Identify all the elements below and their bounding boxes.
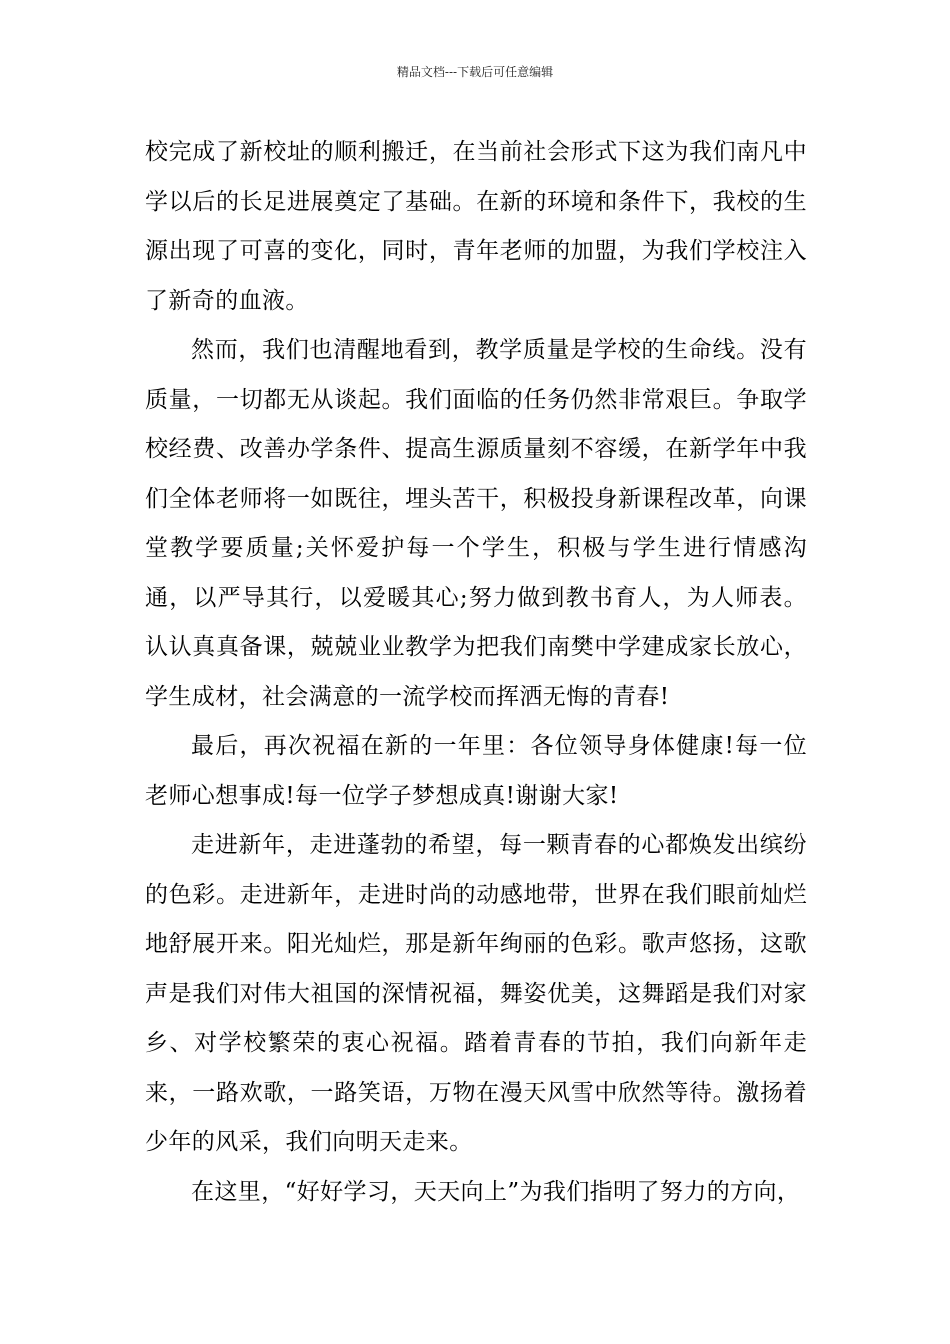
paragraph: 在这里，“好好学习，天天向上”为我们指明了努力的方向， (191, 1178, 801, 1205)
document-body (145, 128, 807, 1217)
paragraph-continuation: 校完成了新校址的顺利搬迁，在当前社会形式下这为我们南凡中学以后的长足进展奠定了基础。在新的环境和条件下，我校的生源出现了可喜的变化，同时，青年老师的加盟，为我们学校注入了新奇的血液。 (145, 139, 807, 314)
page-header: 精品文档---下载后可任意编辑 (396, 65, 554, 79)
paragraph: 然而，我们也清醒地看到，教学质量是学校的生命线。没有质量，一切都无从谈起。我们面临的任务仍然非常艰巨。争取学校经费、改善办学条件、提高生源质量刻不容缓，在新学年中我们全体老师将一如既往，埋头苦干，积极投身新课程改革，向课堂教学要质量;关怀爱护每一个学生，积极与学生进行情感沟通，以严导其行，以爱暖其心;努力做到教书育人，为人师表。认认真真备课，兢兢业业教学为把我们南樊中学建成家长放心，学生成材，社会满意的一流学校而挥洒无悔的青春! (145, 337, 807, 710)
paragraph: 走进新年，走进蓬勃的希望，每一颗青春的心都焕发出缤纷的色彩。走进新年，走进时尚的动感地带，世界在我们眼前灿烂地舒展开来。阳光灿烂，那是新年绚丽的色彩。歌声悠扬，这歌声是我们对伟大祖国的深情祝福，舞姿优美，这舞蹈是我们对家乡、对学校繁荣的衷心祝福。踏着青春的节拍，我们向新年走来，一路欢歌，一路笑语，万物在漫天风雪中欣然等待。激扬着少年的风采，我们向明天走来。 (145, 832, 807, 1155)
paragraph: 最后，再次祝福在新的一年里：各位领导身体健康!每一位老师心想事成!每一位学子梦想成真!谢谢大家! (145, 733, 807, 809)
